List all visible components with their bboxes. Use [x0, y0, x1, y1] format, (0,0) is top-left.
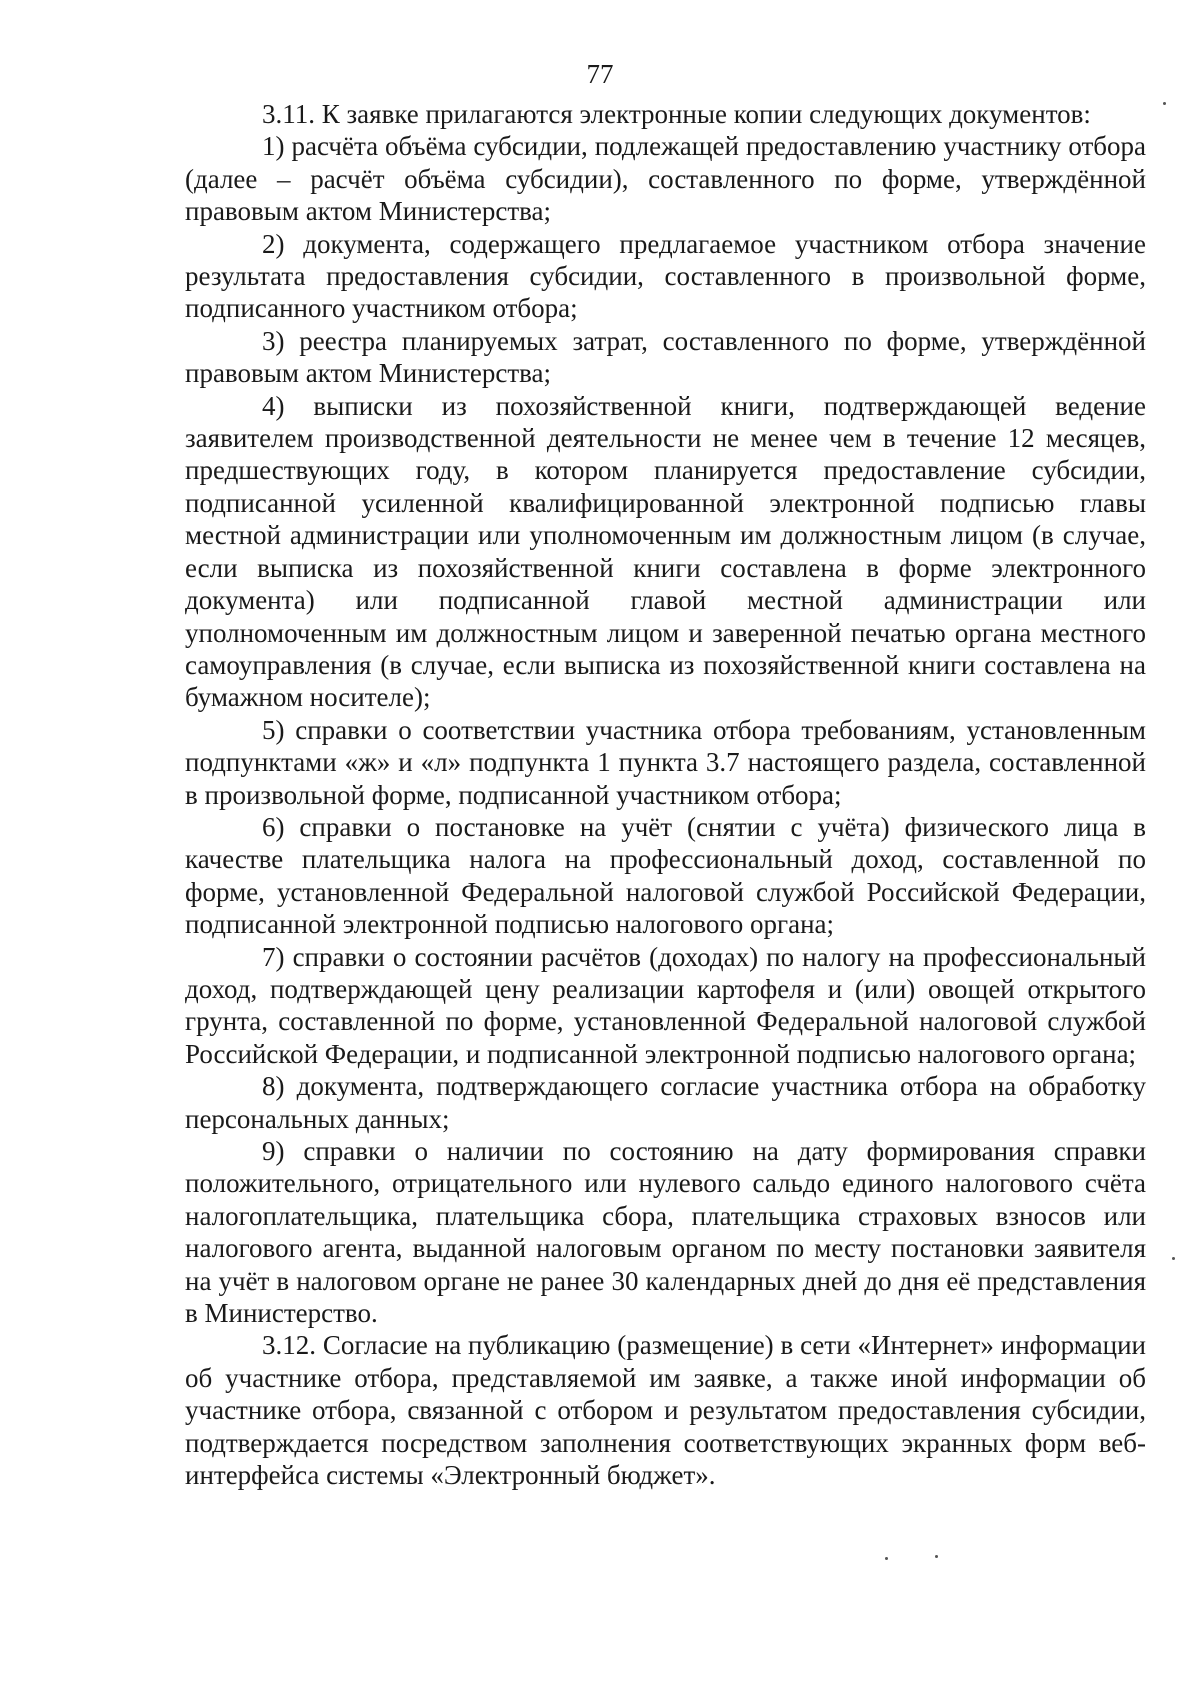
list-item-5: 5) справки о соответствии участника отбора требованиям, установленным подпунктами «ж» и «л» подпункта 1 пункта 3.7 настоящего раздела, составленной в произвольной форме, подписанной участником отбора;: [185, 714, 1146, 810]
list-item-9: 9) справки о наличии по состоянию на дату формирования справки положительного, отрицательного или нулевого сальдо единого налогового счёта налогоплательщика, плательщика сбора, плательщика страховых взносов или налогового агента, выданной налоговым органом по месту постановки заявителя на учёт в налоговом органе не ранее 30 календарных дней до дня её представления в Министерство.: [185, 1136, 1146, 1329]
list-item-1: 1) расчёта объёма субсидии, подлежащей предоставлению участнику отбора (далее – расчёт объёма субсидии), составленного по форме, утверждённой правовым актом Министерства;: [185, 131, 1146, 227]
list-item-7: 7) справки о состоянии расчётов (доходах) по налогу на профессиональный доход, подтверждающей цену реализации картофеля и (или) овощей открытого грунта, составленной по форме, установленной Федеральной налоговой службой Российской Федерации, и подписанной электронной подписью налогового органа;: [185, 941, 1146, 1069]
list-item-4: 4) выписки из похозяйственной книги, подтверждающей ведение заявителем производственной деятельности не менее чем в течение 12 месяцев, предшествующих году, в котором планируется предоставление субсидии, подписанной усиленной квалифицированной электронной подписью главы местной администрации или уполномоченным им должностным лицом (в случае, если выписка из похозяйственной книги составлена в форме электронного документа) или подписанной главой местной администрации или уполномоченным им должностным лицом и заверенной печатью органа местного самоуправления (в случае, если выписка из похозяйственной книги составлена на бумажном носителе);: [185, 390, 1146, 713]
list-item-2: 2) документа, содержащего предлагаемое участником отбора значение результата предоставления субсидии, составленного в произвольной форме, подписанного участником отбора;: [185, 228, 1146, 324]
paragraph-3-12: 3.12. Согласие на публикацию (размещение) в сети «Интернет» информации об участнике отбора, представляемой им заявке, а также иной информации об участнике отбора, связанной с отбором и результатом предоставления субсидии, подтверждается посредством заполнения соответствующих экранных форм веб-интерфейса системы «Электронный бюджет».: [185, 1330, 1146, 1491]
scan-speck: [1163, 102, 1166, 105]
scan-speck: [885, 1557, 888, 1560]
list-item-6: 6) справки о постановке на учёт (снятии с учёта) физического лица в качестве плательщика налога на профессиональный доход, составленной по форме, установленной Федеральной налоговой службой Российской Федерации, подписанной электронной подписью налогового органа;: [185, 811, 1146, 940]
scan-speck: [1172, 1257, 1175, 1260]
page-number: 77: [586, 59, 614, 89]
list-item-8: 8) документа, подтверждающего согласие участника отбора на обработку персональных данных;: [185, 1071, 1146, 1134]
scan-speck: [935, 1555, 938, 1558]
list-item-3: 3) реестра планируемых затрат, составленного по форме, утверждённой правовым актом Министерства;: [185, 325, 1146, 389]
document-body: [185, 98, 1146, 1491]
paragraph-3-11: 3.11. К заявке прилагаются электронные копии следующих документов:: [262, 99, 1091, 129]
